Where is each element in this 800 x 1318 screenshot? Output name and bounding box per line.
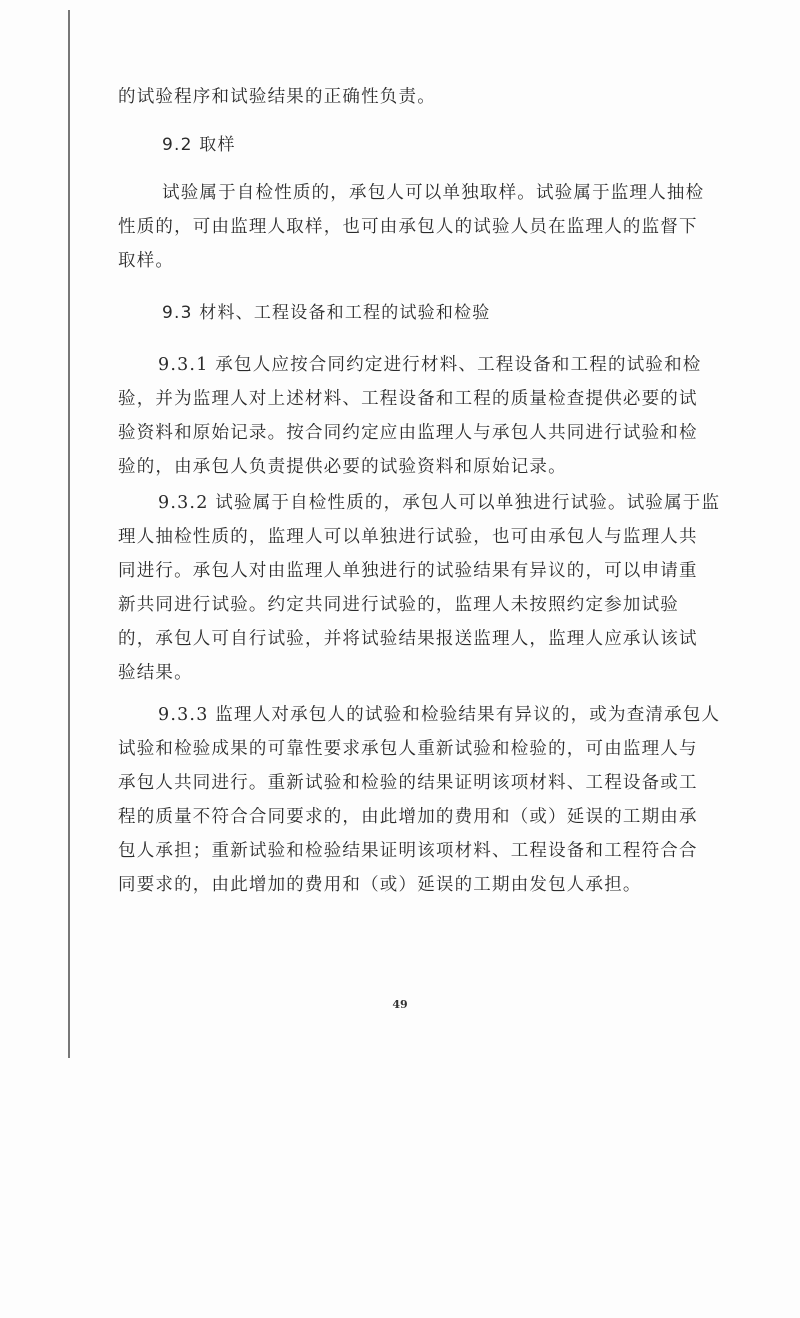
paragraph-line: 性质的，可由监理人取样，也可由承包人的试验人员在监理人的监督下	[118, 217, 698, 237]
paragraph-line: 包人承担；重新试验和检验结果证明该项材料、工程设备和工程符合合	[118, 841, 698, 861]
paragraph-line: 试验和检验成果的可靠性要求承包人重新试验和检验的，可由监理人与	[118, 739, 698, 759]
paragraph-line: 程的质量不符合合同要求的，由此增加的费用和（或）延误的工期由承	[118, 807, 698, 827]
paragraph-line: 承包人共同进行。重新试验和检验的结果证明该项材料、工程设备或工	[118, 773, 698, 793]
paragraph-line: 验的，由承包人负责提供必要的试验资料和原始记录。	[118, 457, 567, 477]
section-9-2-heading: 9.2 取样	[162, 135, 236, 155]
paragraph-line: 同进行。承包人对由监理人单独进行的试验结果有异议的，可以申请重	[118, 561, 698, 581]
paragraph-line: 验，并为监理人对上述材料、工程设备和工程的质量检查提供必要的试	[118, 389, 698, 409]
clause-9-3-2-paragraph	[118, 486, 721, 690]
binding-margin-line	[68, 10, 70, 1058]
paragraph-line: 理人抽检性质的，监理人可以单独进行试验，也可由承包人与监理人共	[118, 527, 698, 547]
paragraph-line: 9.3.3 监理人对承包人的试验和检验结果有异议的，或为查清承包人	[158, 705, 721, 725]
carryover-paragraph: 的试验程序和试验结果的正确性负责。	[118, 87, 436, 107]
paragraph-line: 新共同进行试验。约定共同进行试验的，监理人未按照约定参加试验	[118, 595, 679, 615]
paragraph-line: 试验属于自检性质的，承包人可以单独取样。试验属于监理人抽检	[162, 183, 705, 203]
section-9-2-paragraph	[118, 176, 705, 278]
paragraph-line: 的，承包人可自行试验，并将试验结果报送监理人，监理人应承认该试	[118, 629, 698, 649]
page-number: 49	[392, 998, 408, 1011]
paragraph-line: 9.3.1 承包人应按合同约定进行材料、工程设备和工程的试验和检	[158, 355, 702, 375]
page-body	[118, 80, 721, 902]
section-9-3-heading: 9.3 材料、工程设备和工程的试验和检验	[162, 303, 491, 323]
paragraph-line: 验资料和原始记录。按合同约定应由监理人与承包人共同进行试验和检	[118, 423, 698, 443]
paragraph-line: 同要求的，由此增加的费用和（或）延误的工期由发包人承担。	[118, 875, 642, 895]
clause-9-3-1-paragraph	[118, 348, 702, 484]
paragraph-line: 9.3.2 试验属于自检性质的，承包人可以单独进行试验。试验属于监	[158, 493, 721, 513]
paragraph-line: 验结果。	[118, 663, 193, 683]
clause-9-3-3-paragraph	[118, 698, 721, 902]
paragraph-line: 取样。	[118, 251, 175, 271]
